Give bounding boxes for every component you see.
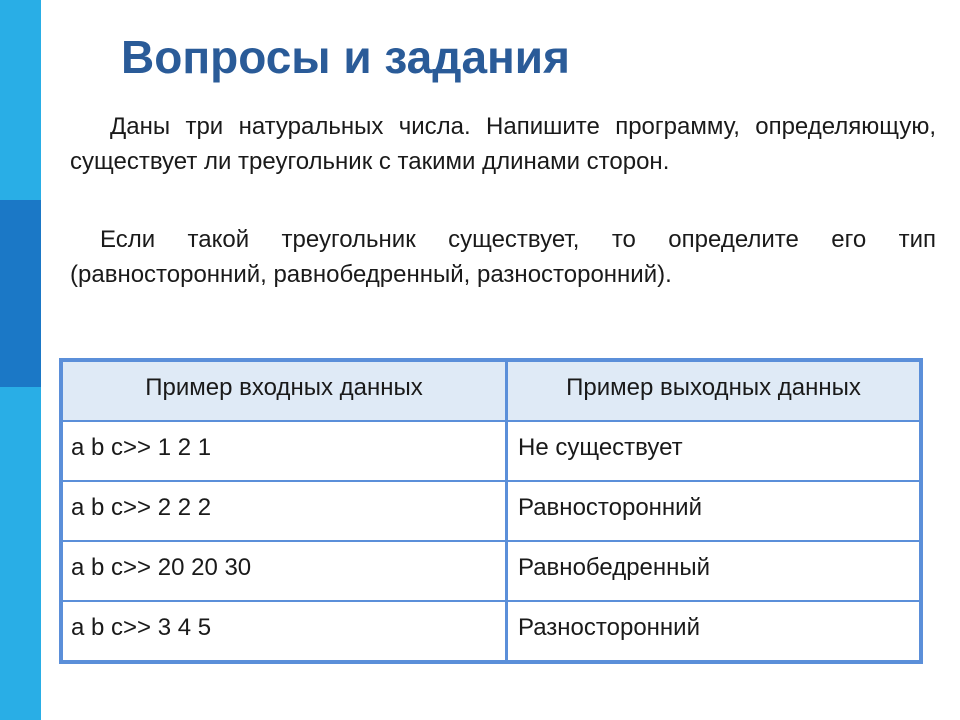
header-input-cell: Пример входных данных	[63, 362, 508, 420]
table-row	[63, 602, 919, 660]
slide-title: Вопросы и задания	[121, 31, 570, 83]
output-cell: Не существует	[518, 434, 683, 461]
table-row	[63, 542, 919, 602]
task-paragraph-2: Если такой треугольник существует, то определите его тип (равносторонний, равнобедренный, разносторонний).	[70, 226, 936, 288]
table-row	[63, 422, 919, 482]
output-cell: Равнобедренный	[518, 554, 711, 581]
examples-table	[59, 358, 923, 664]
input-cell: a b c>> 3 4 5	[63, 602, 508, 660]
input-cell: a b c>> 2 2 2	[63, 482, 508, 540]
table-row	[63, 482, 919, 542]
table-header-row	[63, 362, 919, 422]
sidebar-accent-block	[0, 200, 41, 387]
output-cell: Равносторонний	[518, 494, 702, 521]
input-cell: a b c>> 20 20 30	[63, 542, 508, 600]
header-output-cell: Пример выходных данных	[566, 374, 861, 401]
input-cell: a b c>> 1 2 1	[63, 422, 508, 480]
output-cell: Разносторонний	[518, 614, 700, 641]
task-paragraph-1: Даны три натуральных числа. Напишите программу, определяющую, существует ли треугольник с такими длинами сторон.	[70, 113, 936, 175]
